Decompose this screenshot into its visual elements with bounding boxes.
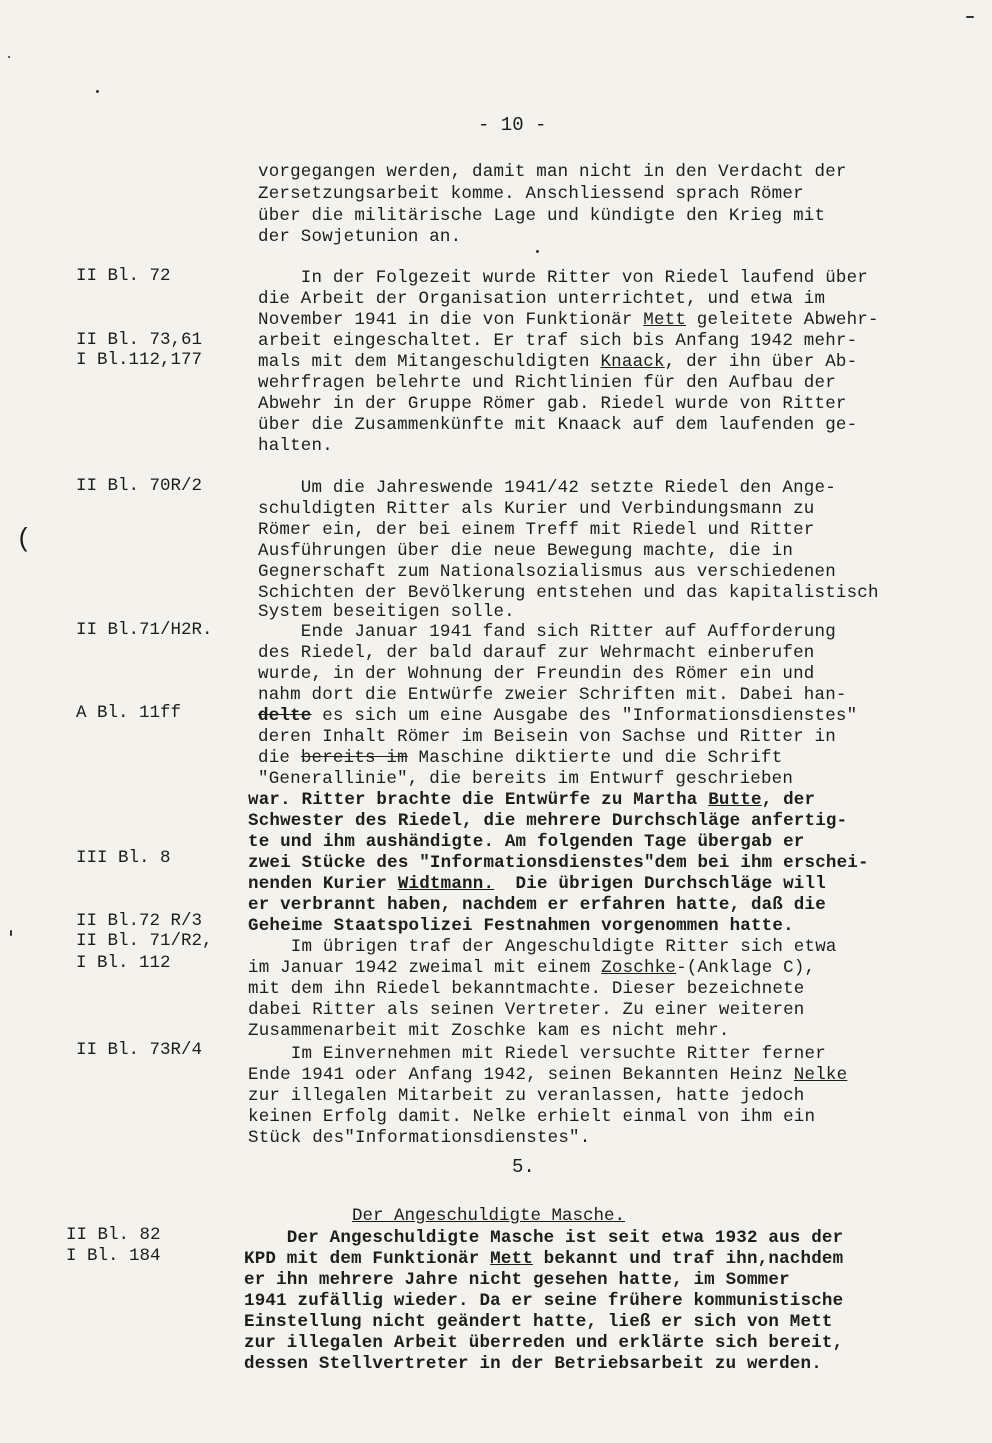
text-line: November 1941 in die von Funktionär Mett geleitete Abwehr- <box>258 310 879 330</box>
text-line: Gegnerschaft zum Nationalsozialismus aus verschiedenen <box>258 562 836 582</box>
underlined-name: Zoschke <box>601 958 677 978</box>
text-line: System beseitigen solle. <box>258 602 515 622</box>
text-line: die bereits im Maschine diktierte und die Schrift <box>258 748 783 768</box>
underlined-name: Widtmann. <box>397 874 495 894</box>
ink-speck <box>966 16 974 18</box>
text-line: die Arbeit der Organisation unterrichtet, und etwa im <box>258 289 826 309</box>
text-line: vorgegangen werden, damit man nicht in den Verdacht der <box>258 162 847 182</box>
text-line: mit dem ihn Riedel bekanntmachte. Dieser bezeichnete <box>248 979 805 999</box>
text-line: zur illegalen Mitarbeit zu veranlassen, hatte jedoch <box>248 1086 805 1106</box>
text-line: dabei Ritter als seinen Vertreter. Zu einer weiteren <box>248 1000 805 1020</box>
underlined-name: Butte <box>708 790 762 810</box>
text-line: über die Zusammenkünfte mit Knaack auf dem laufenden ge- <box>258 415 858 435</box>
ink-speck <box>96 90 99 93</box>
text-line: 1941 zufällig wieder. Da er seine frühere kommunistische <box>244 1291 844 1311</box>
margin-reference: III Bl. 8 <box>76 848 171 868</box>
text-line: Ende Januar 1941 fand sich Ritter auf Aufforderung <box>258 622 836 642</box>
underlined-name: Mett <box>490 1249 533 1269</box>
struck-text: bereits im <box>300 748 408 768</box>
page-number: - 10 - <box>478 114 547 136</box>
text-line: er ihn mehrere Jahre nicht gesehen hatte, im Sommer <box>244 1270 790 1290</box>
text-line: halten. <box>258 436 333 456</box>
text-line: Zusammenarbeit mit Zoschke kam es nicht mehr. <box>248 1021 730 1041</box>
text-line: dessen Stellvertreter in der Betriebsarbeit zu werden. <box>244 1354 822 1374</box>
margin-reference: I Bl.112,177 <box>76 350 203 370</box>
text-line: war. Ritter brachte die Entwürfe zu Martha Butte, der <box>248 790 816 810</box>
text-line: Ausführungen über die neue Bewegung machte, die in <box>258 541 794 561</box>
text-line: Zersetzungsarbeit komme. Anschliessend sprach Römer <box>258 184 804 204</box>
text-line: zur illegalen Arbeit überreden und erklärte sich bereit, <box>244 1333 844 1353</box>
margin-reference: II Bl. 72 <box>76 266 171 286</box>
underlined-name: Knaack <box>600 352 665 372</box>
text-line: wurde, in der Wohnung der Freundin des Römer ein und <box>258 664 815 684</box>
text-line: delte es sich um eine Ausgabe des "Informationsdienstes" <box>258 706 858 726</box>
text-line: Um die Jahreswende 1941/42 setzte Riedel den Ange- <box>258 478 836 498</box>
text-line: Im Einvernehmen mit Riedel versuchte Ritter ferner <box>248 1044 826 1064</box>
text-line: Schichten der Bevölkerung entstehen und das kapitalistisch <box>258 583 879 603</box>
margin-reference: II Bl. 82 <box>66 1225 161 1245</box>
text-line: Einstellung nicht geändert hatte, ließ er sich von Mett <box>244 1312 833 1332</box>
section-number: 5. <box>512 1156 535 1178</box>
text-line: nahm dort die Entwürfe zweier Schriften mit. Dabei han- <box>258 685 847 705</box>
text-line: Römer ein, der bei einem Treff mit Riedel und Ritter <box>258 520 815 540</box>
text-line: Im übrigen traf der Angeschuldigte Ritter sich etwa <box>248 937 837 957</box>
ink-speck <box>10 930 12 936</box>
text-line: deren Inhalt Römer im Beisein von Sachse und Ritter in <box>258 727 836 747</box>
section-heading: Der Angeschuldigte Masche. <box>352 1206 626 1226</box>
text-line: wehrfragen belehrte und Richtlinien für den Aufbau der <box>258 373 836 393</box>
text-line: er verbrannt haben, nachdem er erfahren hatte, daß die <box>248 895 826 915</box>
margin-reference: II Bl. 70R/2 <box>76 476 203 496</box>
text-line: mals mit dem Mitangeschuldigten Knaack, der ihn über Ab- <box>258 352 858 372</box>
margin-reference: II Bl. 71/R2, <box>76 931 213 951</box>
text-line: te und ihm aushändigte. Am folgenden Tage übergab er <box>248 832 805 852</box>
text-line: nenden Kurier Widtmann. Die übrigen Durchschläge will <box>248 874 826 894</box>
margin-reference: II Bl.71/H2R. <box>76 620 213 640</box>
margin-bracket-mark: ( <box>16 524 32 554</box>
text-line: Ende 1941 oder Anfang 1942, seinen Bekannten Heinz Nelke <box>248 1065 848 1085</box>
text-line: keinen Erfolg damit. Nelke erhielt einmal von ihm ein <box>248 1107 816 1127</box>
text-line: Der Angeschuldigte Masche ist seit etwa 1932 aus der <box>244 1228 844 1248</box>
margin-reference: I Bl. 112 <box>76 953 171 973</box>
text-line: Schwester des Riedel, die mehrere Durchschläge anfertig- <box>248 811 848 831</box>
text-line: KPD mit dem Funktionär Mett bekannt und traf ihn,nachdem <box>244 1249 844 1269</box>
margin-reference: II Bl. 73R/4 <box>76 1040 203 1060</box>
margin-reference: II Bl. 73,61 <box>76 330 203 350</box>
text-line: "Generallinie", die bereits im Entwurf geschrieben <box>258 769 794 789</box>
ink-speck <box>8 56 10 58</box>
underlined-name: Nelke <box>793 1065 848 1085</box>
margin-reference: II Bl.72 R/3 <box>76 911 203 931</box>
text-line: zwei Stücke des "Informationsdienstes"dem bei ihm erschei- <box>248 853 869 873</box>
text-line: Abwehr in der Gruppe Römer gab. Riedel wurde von Ritter <box>258 394 847 414</box>
text-line: des Riedel, der bald darauf zur Wehrmacht einberufen <box>258 643 815 663</box>
text-line: arbeit eingeschaltet. Er traf sich bis Anfang 1942 mehr- <box>258 331 858 351</box>
text-line: schuldigten Ritter als Kurier und Verbindungsmann zu <box>258 499 815 519</box>
text-line: über die militärische Lage und kündigte den Krieg mit <box>258 206 826 226</box>
text-line: im Januar 1942 zweimal mit einem Zoschke-(Anklage C), <box>248 958 816 978</box>
text-line: Geheime Staatspolizei Festnahmen vorgenommen hatte. <box>248 916 794 936</box>
margin-reference: A Bl. 11ff <box>76 703 182 723</box>
struck-text: delte <box>258 706 312 726</box>
text-line: Stück des"Informationsdienstes". <box>248 1128 591 1148</box>
ink-speck <box>536 250 539 253</box>
underlined-name: Mett <box>643 310 687 330</box>
margin-reference: I Bl. 184 <box>66 1246 161 1266</box>
text-line: der Sowjetunion an. <box>258 227 462 247</box>
text-line: In der Folgezeit wurde Ritter von Riedel laufend über <box>258 268 868 288</box>
